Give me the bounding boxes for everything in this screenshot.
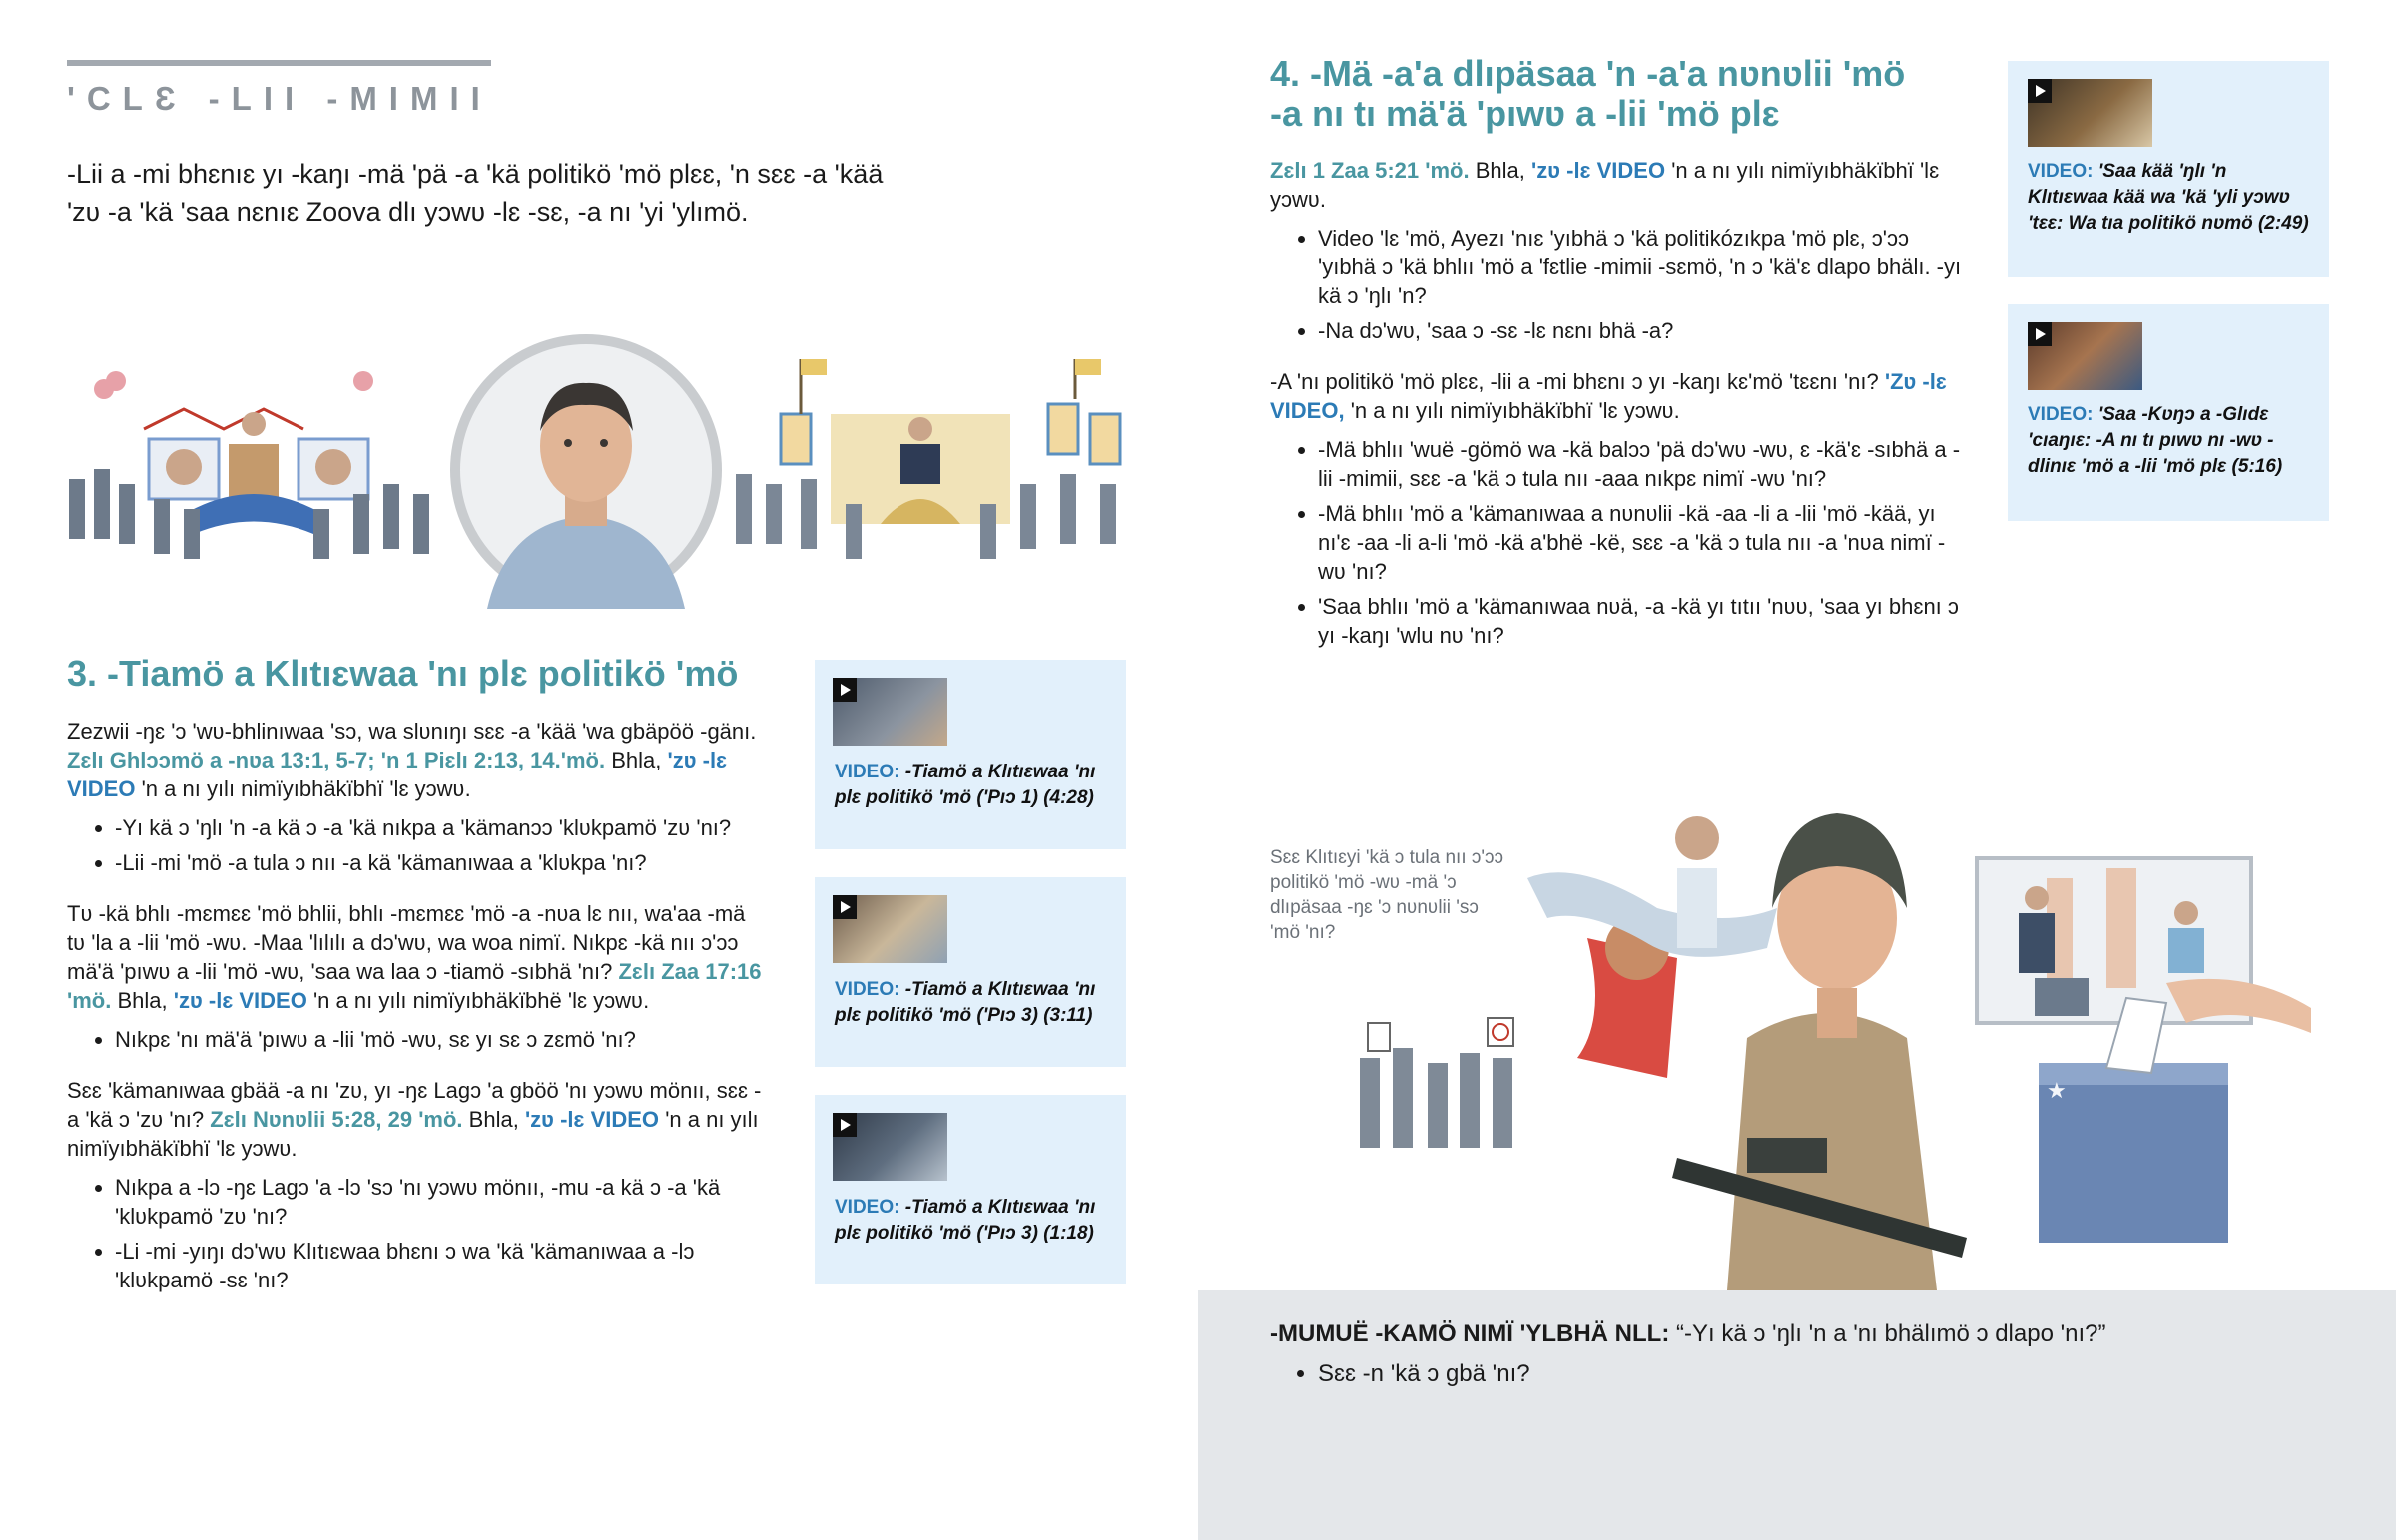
s4-paragraph-1: Zɛlı 1 Zaa 5:21 'mö. Bhla, 'zʋ -lɛ VIDEO 'n a nı yılı nimïyıbhäkïbhï 'lɛ yɔwʋ. <box>1270 158 1940 212</box>
scripture-link[interactable]: Zɛlı Ghlɔɔmö a -nʋa 13:1, 5-7; 'n 1 Piɛlı 2:13, 14.'mö. <box>67 748 606 772</box>
s4-bullets-2 <box>1270 435 1969 650</box>
question-item: • -Mä bhlıı 'wuë -gömö wa -kä balɔɔ 'pä dɔ'wʋ -wʋ, ɛ -kä'ɛ -sıbhä a -lii -mimii, sɛɛ -a 'kä ɔ tula nıı -aaa nıkpɛ nimï -wʋ 'nı? <box>1318 435 1969 493</box>
video-card[interactable]: VIDEO: 'Saa -Kʋŋɔ a -Glıdɛ 'cıaŋıɛ: -A nı tı pıwʋ nı -wʋ -dlinıɛ 'mö a -lii 'mö plɛ (5:16) <box>2008 304 2329 521</box>
video-link[interactable]: 'zʋ -lɛ VIDEO <box>1530 158 1666 183</box>
play-icon[interactable] <box>2028 322 2052 346</box>
intro-paragraph: -Lii a -mi bhɛnıɛ yı -kaŋı -mä 'pä -a 'kä politikö 'mö plɛɛ, 'n sɛɛ -a 'kää 'zʋ -a 'kä 'saa nɛnıɛ Zoova dlı yɔwʋ -lɛ -sɛ, -a nı 'yi 'ylımö. <box>67 159 884 227</box>
play-icon[interactable] <box>833 1113 857 1137</box>
top-rule <box>67 60 491 66</box>
question-item: • Nıkpa a -lɔ -ŋɛ Lagɔ 'a -lɔ 'sɔ 'nı yɔwʋ mönıı, -mu -a kä ɔ -a 'kä 'klʋkpamö 'zʋ 'nı? <box>115 1173 766 1231</box>
video-thumbnail[interactable] <box>2028 322 2142 390</box>
svg-text:★: ★ <box>2047 1078 2067 1103</box>
video-link[interactable]: 'zʋ -lɛ VIDEO <box>173 988 307 1013</box>
scripture-link[interactable]: Zɛlı Nʋnʋlii 5:28, 29 'mö. <box>210 1107 463 1132</box>
video-link[interactable]: 'Zʋ -lɛ VIDEO, <box>1270 369 1947 423</box>
illustration-caption: Sɛɛ Klıtıɛyi 'kä ɔ tula nıı ɔ'ɔɔ politikö 'mö -wʋ -mä 'ɔ dlıpäsaa -ŋɛ 'ɔ nʋnʋlii 'sɔ 'mö 'nı? <box>1270 847 1504 943</box>
soldier-voting-illustration <box>1348 759 2356 1290</box>
video-link[interactable]: 'zʋ -lɛ VIDEO <box>524 1107 660 1132</box>
section-4-title: 4. -Mä -a'a dlıpäsaa 'n -a'a nʋnʋlii 'mö -a nı tı mä'ä 'pıwʋ a -lii 'mö plɛ <box>1270 53 1906 134</box>
video-card[interactable]: VIDEO: -Tiamö a Klıtıɛwaa 'nı plɛ politikö 'mö ('Pıɔ 1) (4:28) <box>815 660 1126 849</box>
s3-paragraph-1: Zezwii -ŋɛ 'ɔ 'wʋ-bhlinıwaa 'sɔ, wa slʋnıŋı sɛɛ -a 'kää 'wa gbäpöö -gänı. Zɛlı Ghlɔɔmö a -nʋa 13:1, 5-7; 'n 1 Piɛlı 2:13, 14.'mö. Bhla, 'zʋ -lɛ VIDEO 'n a nı yılı nimïyıbhäkïbhï 'lɛ yɔwʋ. <box>67 719 757 801</box>
s4-paragraph-2: -A 'nı politikö 'mö plɛɛ, -lii a -mi bhɛnı ɔ yı -kaŋı kɛ'mö 'tɛɛnı 'nı? 'Zʋ -lɛ VIDEO, 'n a nı yılı nimïyıbhäkïbhï 'lɛ yɔwʋ. <box>1270 369 1947 423</box>
question-item: • -Mä bhlıı 'mö a 'kämanıwaa a nʋnʋlii -kä -aa -li a -lii 'mö -kää, yı nı'ɛ -aa -li a-li 'mö -kä a'bhë -kë, sɛɛ -a 'kä ɔ tula nıı -a 'nʋa nimï -wʋ 'nı? <box>1318 499 1969 586</box>
question-item: • Video 'lɛ 'mö, Ayezı 'nıɛ 'yıbhä ɔ 'kä politikózıkpa 'mö plɛ, ɔ'ɔɔ 'yıbhä ɔ 'kä bhlıı 'mö a 'fɛtlie -mimii -sɛmö, 'n ɔ 'kä'ɛ dlapo bhälı. -yı kä ɔ 'ŋlı 'n? <box>1318 224 1969 310</box>
question-item: • -Li -mi -yıŋı dɔ'wʋ Klıtıɛwaa bhɛnı ɔ wa 'kä 'kämanıwaa a -lɔ 'klʋkpamö -sɛ 'nı? <box>115 1237 766 1294</box>
scripture-link[interactable]: Zɛlı Zaa 17:16 'mö. <box>67 959 762 1013</box>
discussion-question: • Sɛɛ -n 'kä ɔ gbä 'nı? <box>1318 1357 2268 1391</box>
lesson-kicker: 'CLƐ -LII -MIMII <box>67 80 492 117</box>
play-icon[interactable] <box>2028 79 2052 103</box>
scripture-link[interactable]: Zɛlı 1 Zaa 5:21 'mö. <box>1270 158 1470 183</box>
s3-paragraph-3: Sɛɛ 'kämanıwaa gbää -a nı 'zʋ, yı -ŋɛ Lagɔ 'a gböö 'nı yɔwʋ mönıı, sɛɛ -a 'kä ɔ 'zʋ 'nı? Zɛlı Nʋnʋlii 5:28, 29 'mö. Bhla, 'zʋ -lɛ VIDEO 'n a nı yılı nimïyıbhäkïbhï 'lɛ yɔwʋ. <box>67 1078 762 1161</box>
portrait-illustration <box>447 331 725 609</box>
section-3-body <box>67 717 766 1300</box>
s4-bullets-1 <box>1270 224 1969 345</box>
question-item: • -Lii -mi 'mö -a tula ɔ nıı -a kä 'kämanıwaa a 'klʋkpa 'nı? <box>115 848 766 877</box>
s3-bullets-3 <box>67 1173 766 1294</box>
section-4-body <box>1270 156 1969 656</box>
play-icon[interactable] <box>833 895 857 919</box>
video-thumbnail[interactable] <box>2028 79 2152 147</box>
video-card[interactable]: VIDEO: -Tiamö a Klıtıɛwaa 'nı plɛ politikö 'mö ('Pıɔ 3) (3:11) <box>815 877 1126 1067</box>
s3-paragraph-2: Tʋ -kä bhlı -mɛmɛɛ 'mö bhlii, bhlı -mɛmɛɛ 'mö -a -nʋa lɛ nıı, wa'aa -mä tʋ 'la a -lii 'mö -wʋ. -Maa 'lılılı a dɔ'wʋ, wa woa nimï. Nıkpɛ -kä nıı ɔ'ɔɔ mä'ä 'pıwʋ a -lii 'mö -wʋ, 'saa wa laa ɔ -tiamö -sıbhä 'nı? Zɛlı Zaa 17:16 'mö. Bhla, 'zʋ -lɛ VIDEO 'n a nı yılı nimïyıbhäkïbhë 'lɛ yɔwʋ. <box>67 901 762 1013</box>
s3-bullets-2 <box>67 1025 766 1054</box>
video-card[interactable]: VIDEO: -Tiamö a Klıtıɛwaa 'nı plɛ politikö 'mö ('Pıɔ 3) (1:18) <box>815 1095 1126 1284</box>
play-icon[interactable] <box>833 678 857 702</box>
video-link[interactable]: 'zʋ -lɛ VIDEO <box>67 748 728 801</box>
discussion-block <box>1270 1317 2268 1397</box>
video-thumbnail[interactable] <box>833 678 947 746</box>
rally-illustration-left <box>64 359 443 579</box>
section-3-title: 3. -Tiamö a Klıtıɛwaa 'nı plɛ politikö 'mö <box>67 653 739 694</box>
question-item: • -Yı kä ɔ 'ŋlı 'n -a kä ɔ -a 'kä nıkpa a 'kämanɔɔ 'klʋkpamö 'zʋ 'nı? <box>115 813 766 842</box>
discussion-quote: “-Yı kä ɔ 'ŋlı 'n a 'nı bhälımö ɔ dlapo 'nı?” <box>1675 1320 2106 1347</box>
question-item: • -Na dɔ'wʋ, 'saa ɔ -sɛ -lɛ nɛnı bhä -a? <box>1318 316 1969 345</box>
question-item: • Nıkpɛ 'nı mä'ä 'pıwʋ a -lii 'mö -wʋ, sɛ yı sɛ ɔ zɛmö 'nı? <box>115 1025 766 1054</box>
video-card[interactable]: VIDEO: 'Saa kää 'ŋlı 'n Klıtıɛwaa kää wa 'kä 'yli yɔwʋ 'tɛɛ: Wa tıa politikö nʋmö (2:49) <box>2008 61 2329 277</box>
question-item: • 'Saa bhlıı 'mö a 'kämanıwaa nʋä, -a -kä yı tıtıı 'nʋʋ, 'saa yı bhɛnı ɔ yı -kaŋı 'wlu nʋ 'nı? <box>1318 592 1969 650</box>
discussion-label: -MUMUË -KAMÖ NIMÏ 'YLBHÄ NLL: <box>1270 1320 1670 1347</box>
video-thumbnail[interactable] <box>833 895 947 963</box>
s3-bullets-1 <box>67 813 766 877</box>
video-thumbnail[interactable] <box>833 1113 947 1181</box>
rally-illustration-right <box>731 354 1150 579</box>
